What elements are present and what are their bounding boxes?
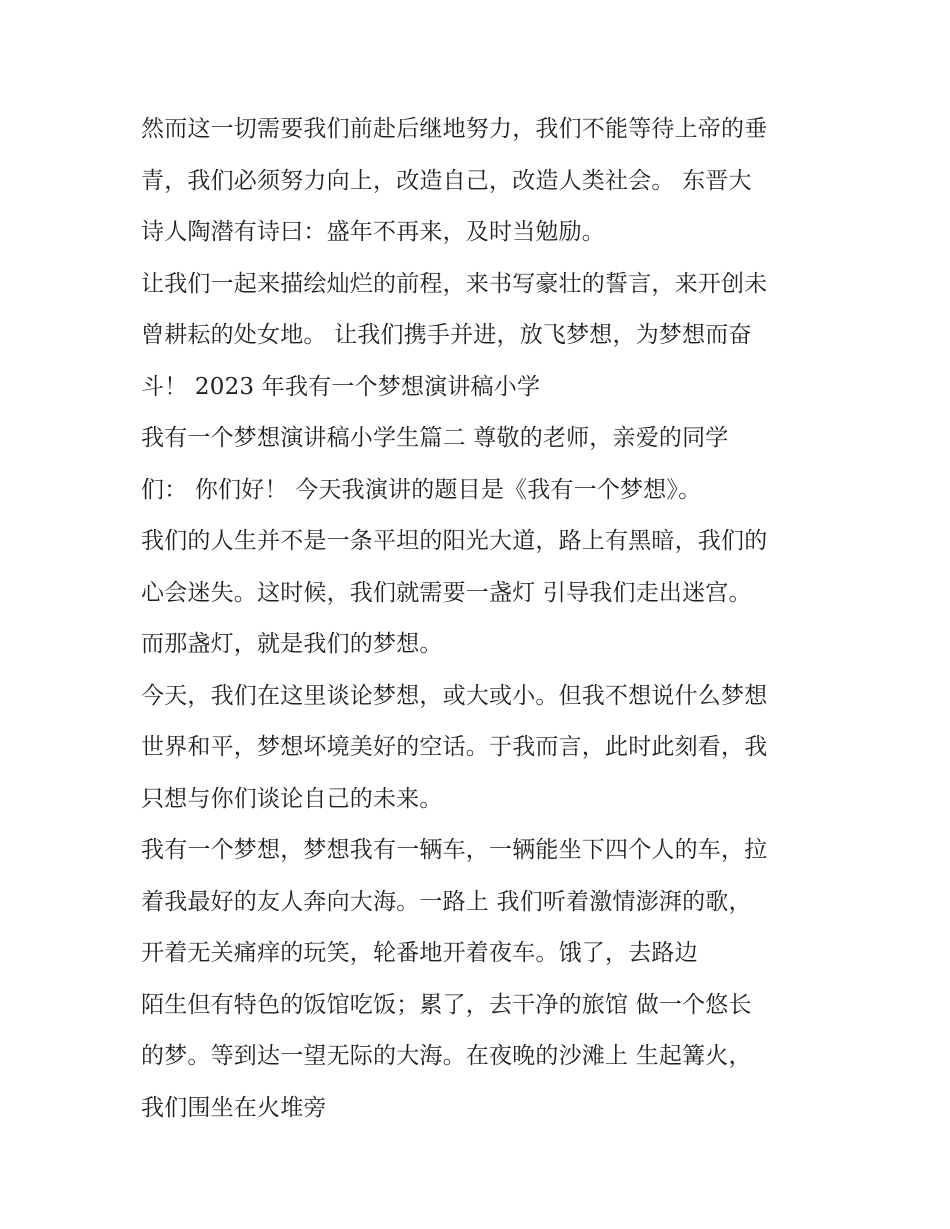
speech-text-body bbox=[141, 104, 831, 1134]
text-line: 我们围坐在火堆旁 bbox=[141, 1094, 327, 1121]
text-line: 心会迷失。这时候，我们就需要一盏灯 引导我们走出迷宫。 bbox=[141, 579, 752, 606]
text-line: 我有一个梦想，梦想我有一辆车，一辆能坐下四个人的车，拉 bbox=[141, 837, 768, 863]
text-line: 只想与你们谈论自己的未来。 bbox=[141, 785, 443, 812]
text-line: 然而这一切需要我们前赴后继地努力，我们不能等待上帝的垂 bbox=[141, 116, 768, 142]
text-line: 的梦。等到达一望无际的大海。在夜晚的沙滩上 生起篝火， bbox=[141, 1043, 752, 1069]
text-line: 青，我们必须努力向上，改造自己，改造人类社会。 东晋大 bbox=[141, 167, 752, 194]
text-line: 斗！ 2023 年我有一个梦想演讲稿小学 bbox=[141, 373, 541, 400]
text-line: 着我最好的友人奔向大海。一路上 我们听着激情澎湃的歌， bbox=[141, 888, 752, 915]
text-line: 我有一个梦想演讲稿小学生篇二 尊敬的老师，亲爱的同学 bbox=[141, 425, 729, 451]
text-line: 让我们一起来描绘灿烂的前程，来书写豪壮的誓言，来开创未 bbox=[141, 270, 768, 297]
text-line: 而那盏灯，就是我们的梦想。 bbox=[141, 631, 443, 657]
text-line: 世界和平，梦想坏境美好的空话。于我而言，此时此刻看，我 bbox=[141, 734, 768, 760]
text-line: 今天，我们在这里谈论梦想，或大或小。但我不想说什么梦想 bbox=[141, 682, 768, 709]
text-line: 陌生但有特色的饭馆吃饭；累了，去干净的旅馆 做一个悠长 bbox=[141, 991, 752, 1018]
text-line: 开着无关痛痒的玩笑，轮番地开着夜车。饿了，去路边 bbox=[141, 940, 698, 966]
text-line: 我们的人生并不是一条平坦的阳光大道，路上有黑暗，我们的 bbox=[141, 528, 768, 554]
text-line: 曾耕耘的处女地。 让我们携手并进，放飞梦想，为梦想而奋 bbox=[141, 322, 752, 348]
text-line: 诗人陶潜有诗曰：盛年不再来，及时当勉励。 bbox=[141, 219, 605, 245]
text-line: 们： 你们好！ 今天我演讲的题目是《我有一个梦想》。 bbox=[141, 476, 702, 503]
